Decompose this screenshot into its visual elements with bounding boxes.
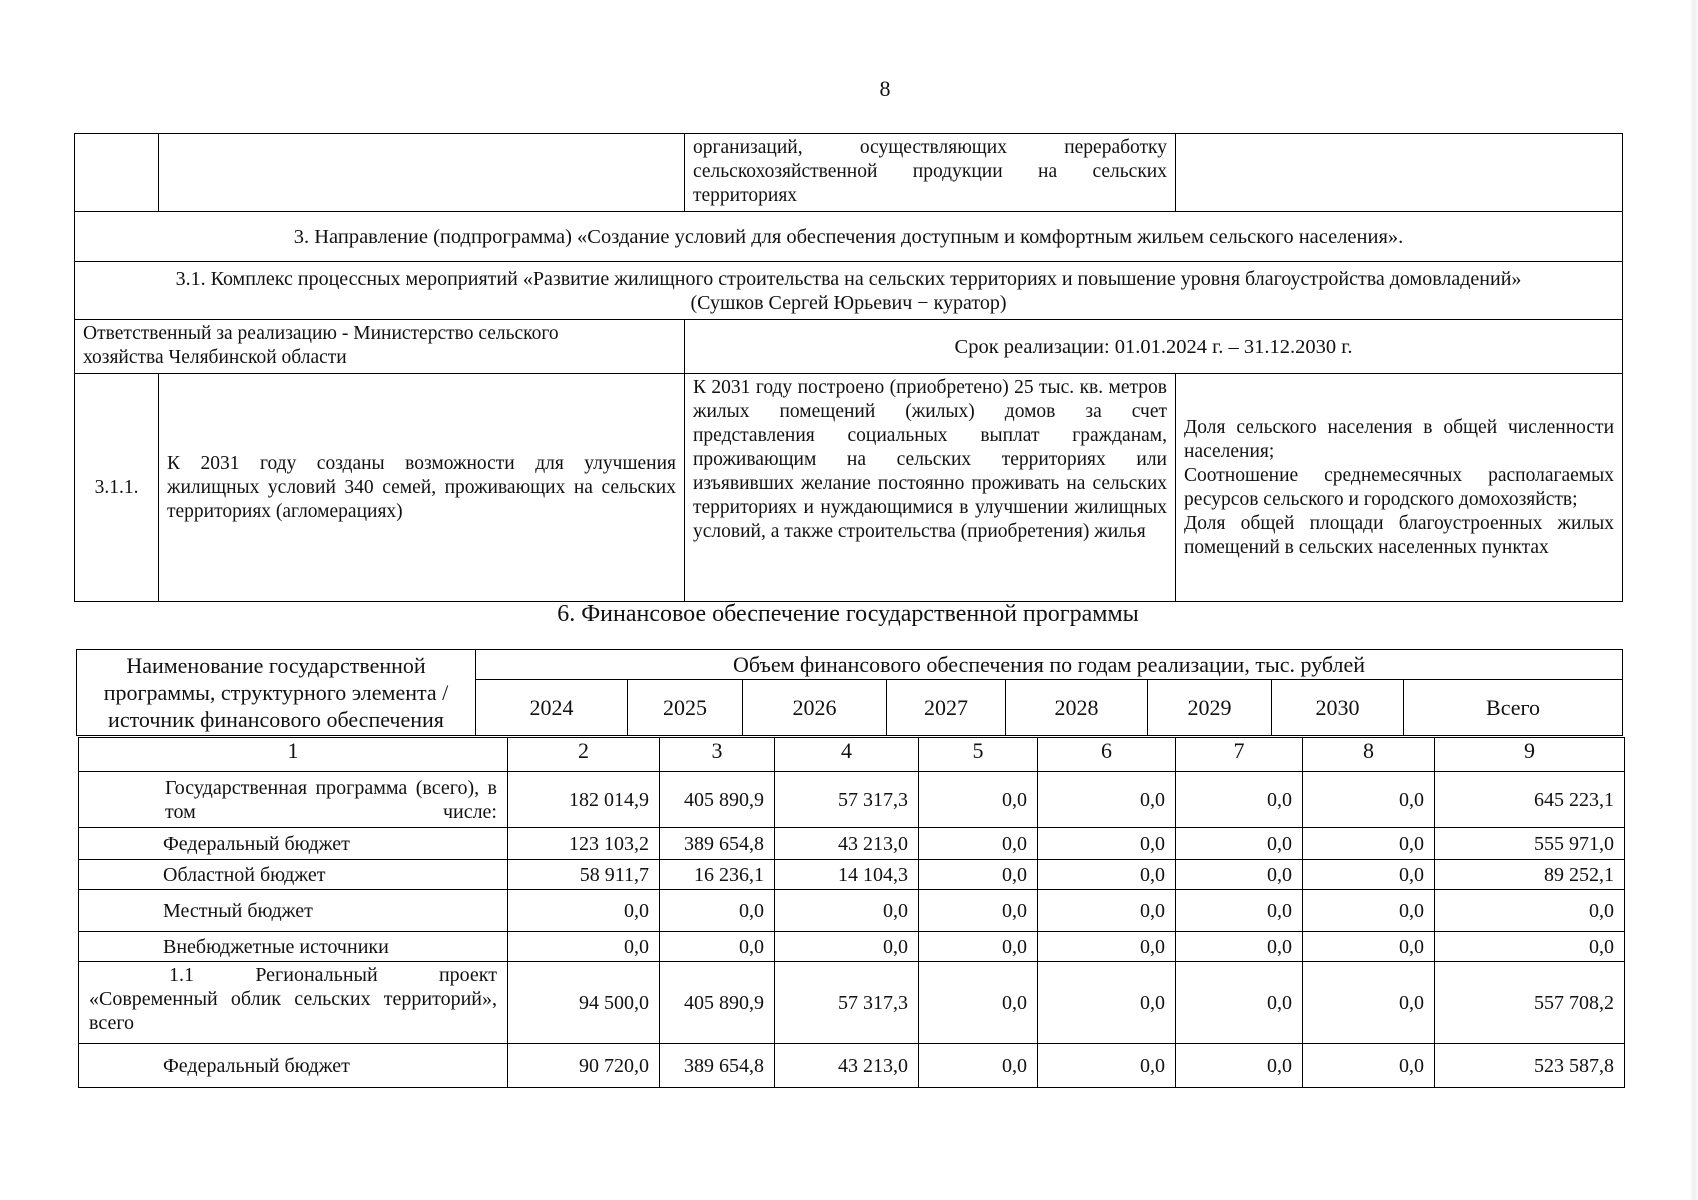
col-num: 9 <box>1435 738 1625 772</box>
row-name <box>79 772 508 828</box>
complex-title-line2: (Сушков Сергей Юрьевич − куратор) <box>690 291 1007 314</box>
value-cell: 43 213,0 <box>775 1044 919 1088</box>
col-num: 1 <box>79 738 508 772</box>
value-cell: 14 104,3 <box>775 860 919 890</box>
table-row <box>75 374 1623 602</box>
value-cell: 57 317,3 <box>775 962 919 1044</box>
table-row <box>79 1044 1625 1088</box>
value-cell: 405 890,9 <box>660 772 775 828</box>
value-cell: 90 720,0 <box>508 1044 660 1088</box>
col-num: 5 <box>919 738 1038 772</box>
value-cell: 0,0 <box>1303 860 1435 890</box>
value-cell: 0,0 <box>1303 932 1435 962</box>
page-number: 8 <box>879 76 891 101</box>
value-cell: 0,0 <box>919 932 1038 962</box>
year-2026: 2026 <box>743 680 887 736</box>
value-cell: 123 103,2 <box>508 828 660 860</box>
finance-header-table <box>76 649 1623 736</box>
cell-result-continued: организаций, осуществляющих переработку сельскохозяйственной продукции на сельских территориях <box>685 134 1176 212</box>
value-cell: 0,0 <box>1038 1044 1176 1088</box>
value-cell: 0,0 <box>1038 828 1176 860</box>
col-num: 4 <box>775 738 919 772</box>
year-2030: 2030 <box>1272 680 1404 736</box>
term-cell: Срок реализации: 01.01.2024 г. – 31.12.2030 г. <box>685 320 1623 374</box>
value-cell: 0,0 <box>1038 962 1176 1044</box>
indicator-1: Доля сельского населения в общей численности населения; <box>1184 416 1614 462</box>
col-num: 8 <box>1303 738 1435 772</box>
direction-title: 3. Направление (подпрограмма) «Создание условий для обеспечения доступным и комфортным жильем сельского населения». <box>75 212 1623 262</box>
value-cell: 89 252,1 <box>1435 860 1625 890</box>
value-cell: 0,0 <box>1303 890 1435 932</box>
table-row <box>75 212 1623 262</box>
row-name: Областной бюджет <box>79 860 508 890</box>
task-number: 3.1.1. <box>75 374 159 602</box>
value-cell: 0,0 <box>919 962 1038 1044</box>
value-cell: 0,0 <box>1038 772 1176 828</box>
value-cell: 0,0 <box>919 860 1038 890</box>
table-row <box>75 262 1623 320</box>
complex-title-line1: 3.1. Комплекс процессных мероприятий «Развитие жилищного строительства на сельских территориях и повышение уровня благоустройства домовладений» <box>175 267 1522 290</box>
table-row <box>79 860 1625 890</box>
value-cell: 0,0 <box>1435 932 1625 962</box>
table-row <box>77 650 1623 680</box>
value-cell: 0,0 <box>1176 772 1303 828</box>
value-cell: 0,0 <box>508 932 660 962</box>
col-num: 7 <box>1176 738 1303 772</box>
row-name: Федеральный бюджет <box>79 828 508 860</box>
value-cell: 94 500,0 <box>508 962 660 1044</box>
value-cell: 645 223,1 <box>1435 772 1625 828</box>
value-cell: 389 654,8 <box>660 828 775 860</box>
value-cell: 0,0 <box>919 772 1038 828</box>
header-volume: Объем финансового обеспечения по годам реализации, тыс. рублей <box>476 650 1623 680</box>
value-cell: 405 890,9 <box>660 962 775 1044</box>
year-2029: 2029 <box>1148 680 1272 736</box>
year-2024: 2024 <box>476 680 628 736</box>
value-cell: 0,0 <box>1176 1044 1303 1088</box>
value-cell: 0,0 <box>1176 890 1303 932</box>
value-cell: 0,0 <box>775 932 919 962</box>
value-cell: 0,0 <box>1176 962 1303 1044</box>
indicator-2: Соотношение среднемесячных располагаемых ресурсов сельского и городского домохозяйств; <box>1184 464 1614 510</box>
value-cell: 0,0 <box>1038 890 1176 932</box>
value-cell: 0,0 <box>508 890 660 932</box>
cell-number-empty <box>75 134 159 212</box>
finance-section-title: 6. Финансовое обеспечение государственной программы <box>557 601 1139 627</box>
responsible-cell: Ответственный за реализацию - Министерство сельского хозяйства Челябинской области <box>75 320 685 374</box>
value-cell: 557 708,2 <box>1435 962 1625 1044</box>
row-name: Внебюджетные источники <box>79 932 508 962</box>
value-cell: 523 587,8 <box>1435 1044 1625 1088</box>
value-cell: 0,0 <box>919 1044 1038 1088</box>
structure-table <box>74 133 1623 602</box>
row-name: Федеральный бюджет <box>79 1044 508 1088</box>
col-num: 6 <box>1038 738 1176 772</box>
year-2025: 2025 <box>628 680 743 736</box>
value-cell: 182 014,9 <box>508 772 660 828</box>
value-cell: 0,0 <box>1038 932 1176 962</box>
value-cell: 0,0 <box>1176 860 1303 890</box>
header-name: Наименование государственной программы, структурного элемента / источник финансового обеспечения <box>77 650 476 736</box>
value-cell: 0,0 <box>1303 772 1435 828</box>
table-row <box>79 772 1625 828</box>
cell-indicator-empty <box>1176 134 1623 212</box>
value-cell: 0,0 <box>1435 890 1625 932</box>
table-row <box>79 962 1625 1044</box>
value-cell: 0,0 <box>1303 962 1435 1044</box>
task-text: К 2031 году созданы возможности для улучшения жилищных условий 340 семей, проживающих на сельских территориях (агломерациях) <box>159 374 685 602</box>
value-cell: 43 213,0 <box>775 828 919 860</box>
task-indicators <box>1176 374 1623 602</box>
value-cell: 0,0 <box>1303 1044 1435 1088</box>
row-name-text: 1.1 Региональный проект «Современный облик сельских территорий», всего <box>89 964 497 1034</box>
value-cell: 0,0 <box>919 828 1038 860</box>
row-name: Местный бюджет <box>79 890 508 932</box>
value-cell: 389 654,8 <box>660 1044 775 1088</box>
indicator-3: Доля общей площади благоустроенных жилых помещений в сельских населенных пунктах <box>1184 512 1614 558</box>
finance-data-table <box>78 737 1625 1088</box>
value-cell: 555 971,0 <box>1435 828 1625 860</box>
complex-title <box>75 262 1623 320</box>
value-cell: 0,0 <box>1303 828 1435 860</box>
value-cell: 0,0 <box>1176 932 1303 962</box>
value-cell: 0,0 <box>660 890 775 932</box>
scan-edge <box>1690 0 1698 1200</box>
year-total: Всего <box>1404 680 1623 736</box>
value-cell: 58 911,7 <box>508 860 660 890</box>
table-row <box>75 134 1623 212</box>
value-cell: 0,0 <box>1176 828 1303 860</box>
year-2027: 2027 <box>887 680 1006 736</box>
value-cell: 0,0 <box>919 890 1038 932</box>
value-cell: 0,0 <box>660 932 775 962</box>
value-cell: 0,0 <box>775 890 919 932</box>
value-cell: 0,0 <box>1038 860 1176 890</box>
row-name-text: Государственная программа (всего), в том числе: <box>165 776 497 823</box>
cell-task-empty <box>159 134 685 212</box>
col-num: 2 <box>508 738 660 772</box>
value-cell: 16 236,1 <box>660 860 775 890</box>
table-row <box>75 320 1623 374</box>
table-row <box>79 828 1625 860</box>
table-row <box>79 932 1625 962</box>
year-2028: 2028 <box>1006 680 1148 736</box>
value-cell: 57 317,3 <box>775 772 919 828</box>
row-name <box>79 962 508 1044</box>
col-num: 3 <box>660 738 775 772</box>
column-number-row <box>79 738 1625 772</box>
task-result: К 2031 году построено (приобретено) 25 тыс. кв. метров жилых помещений (жилых) домов за счет представления социальных выплат гражданам, проживающим на сельских территориях или изъявивших желание постоянно проживать на сельских территориях и нуждающимися в улучшении жилищных условий, а также строительства (приобретения) жилья <box>685 374 1176 602</box>
table-row <box>79 890 1625 932</box>
